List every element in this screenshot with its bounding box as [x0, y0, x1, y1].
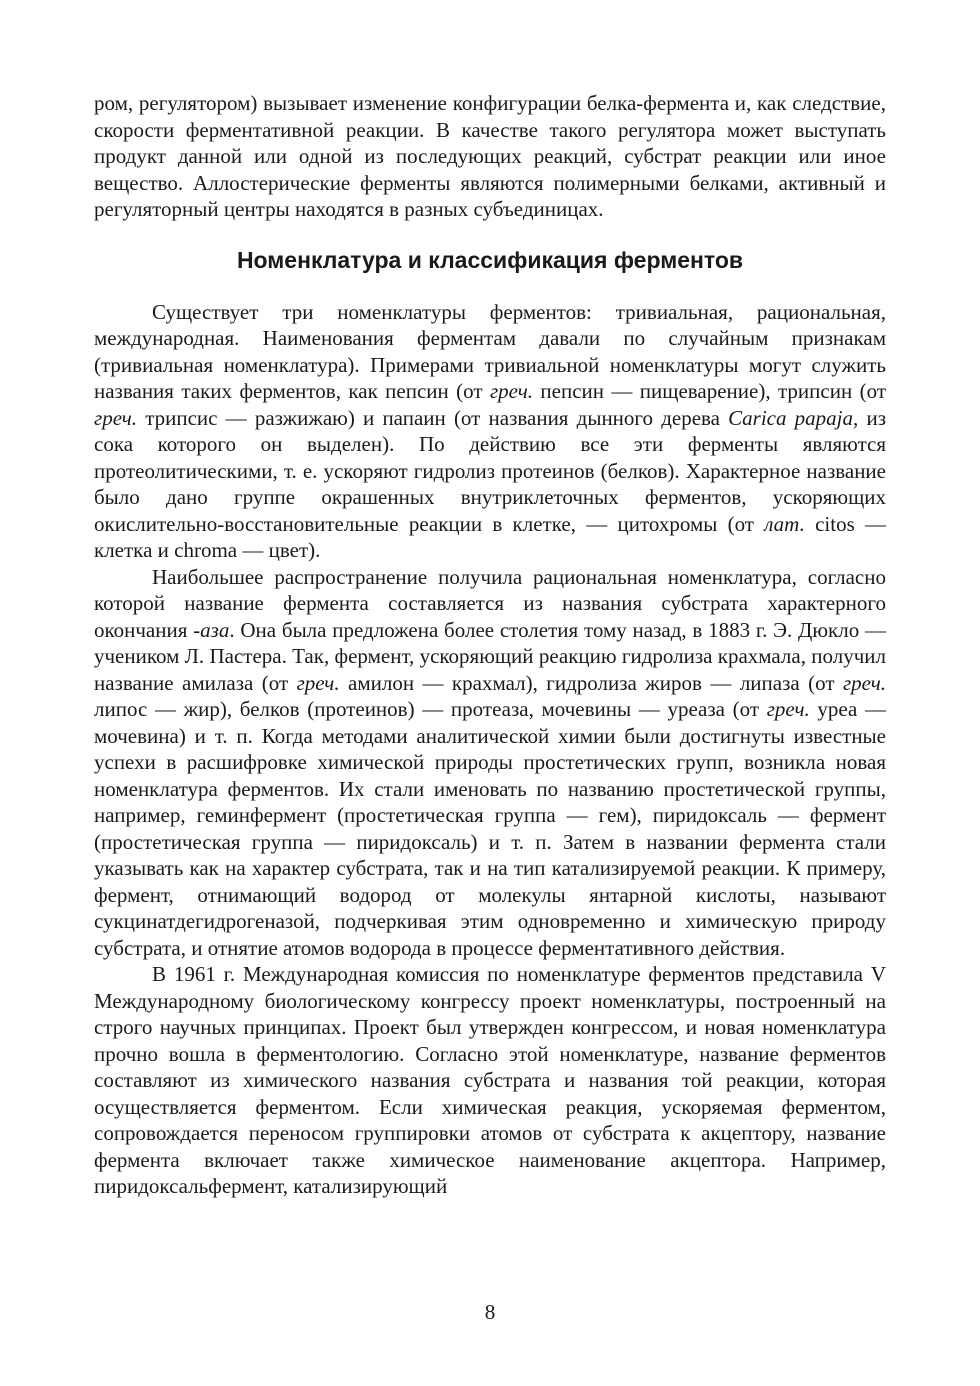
text-run: Существует три номенклатуры ферментов: тривиальная, рациональная, международная. Наименования ферментам давали по случайным признакам (тривиальная номенклатура). Примерами тривиальной номенклатуры могут служить названия таких ферментов, как пепсин (от [94, 299, 886, 403]
section-title: Номенклатура и классификация ферментов [236, 246, 744, 273]
text-run: . Она была предложена более столетия тому назад, в 1883 г. Э. Дюкло — учеником Л. Пастера. Так, фермент, ускоряющий реакцию гидролиза крахмала, получил название амилаза (от [94, 617, 886, 695]
paragraph-international-nomenclature: В 1961 г. Международная комиссия по номенклатуре ферментов представила V Международному биологическому конгрессу проект номенклатуры, построенный на строго научных принципах. Проект был утвержден конгрессом, и новая номенклатура прочно вошла в ферментологию. Согласно этой номенклатуре, название ферментов составляют из химического названия субстрата и названия той реакции, которая осуществляется ферментом. Если химическая реакция, ускоряемая ферментом, сопровождается переносом группировки атомов от субстрата к акцептору, название фермента включает также химическое наименование акцептора. Например, пиридоксальфермент, катализирующий [94, 962, 886, 1198]
italic-run: греч. [94, 405, 138, 430]
italic-run: греч. [842, 670, 886, 695]
italic-run: греч. [489, 379, 533, 403]
text-run: , из сока которого он выделен). По действию все эти ферменты являются протеолитическими, т. е. ускоряют гидролиз протеинов (белков). Характерное название было дано группе окрашенных внутриклеточных ферментов, ускоряющих окислительно-восстановительные реакции в клетке, — цитохромы (от [94, 405, 886, 536]
italic-run: лат. [764, 511, 805, 536]
text-run: citos — клетка и chroma — цвет). [94, 511, 886, 562]
paragraph-nomenclatures [94, 299, 886, 564]
text-run: трипсис — разжижаю) и папаин (от названия дынного дерева [137, 405, 729, 430]
text-run: пепсин — пищеварение), трипсин (от [533, 379, 886, 403]
paragraph-rational-nomenclature [94, 564, 886, 962]
text-run: амилон — крахмал), гидролиза жиров — липаза (от [339, 670, 843, 695]
italic-run: греч. [766, 697, 810, 721]
text-run: уреа — мочевина) и т. п. Когда методами аналитической химии были достигнуты известные успехи в расшифровке химической природы простетических групп, возникла новая номенклатура ферментов. Их стали именовать по названию простетической группы, например, геминфермент (простетическая группа — гем), пиридоксаль — фермент (простетическая группа — пиридоксаль) и т. п. Затем в названии фермента стали указывать как на характер субстрата, так и на тип катализируемой реакции. К примеру, фермент, отнимающий водород от молекулы янтарной кислоты, называют сукцинатдегидрогеназой, подчеркивая этим одновременно и химическую природу субстрата, и отнятие атомов водорода в процессе ферментативного действия. [94, 697, 886, 960]
italic-run: -аза [193, 617, 230, 642]
intro-paragraph: ром, регулятором) вызывает изменение конфигурации белка-фермента и, как следствие, скорости ферментативной реакции. В качестве такого регулятора может выступать продукт данной или одной из последующих реакций, субстрат реакции или иное вещество. Аллостерические ферменты являются полимерными белками, активный и регуляторный центры находятся в разных субъединицах. [94, 91, 886, 221]
page-body [94, 90, 886, 1200]
italic-run: Carica papaja [728, 405, 854, 430]
page-number: 8 [484, 1300, 496, 1324]
italic-run: греч. [296, 670, 340, 695]
text-run: липос — жир), белков (протеинов) — протеаза, мочевины — уреаза (от [94, 697, 767, 721]
text-run: Наибольшее распространение получила рациональная номенклатура, согласно которой название фермента составляется из названия субстрата характерного окончания [94, 564, 886, 642]
